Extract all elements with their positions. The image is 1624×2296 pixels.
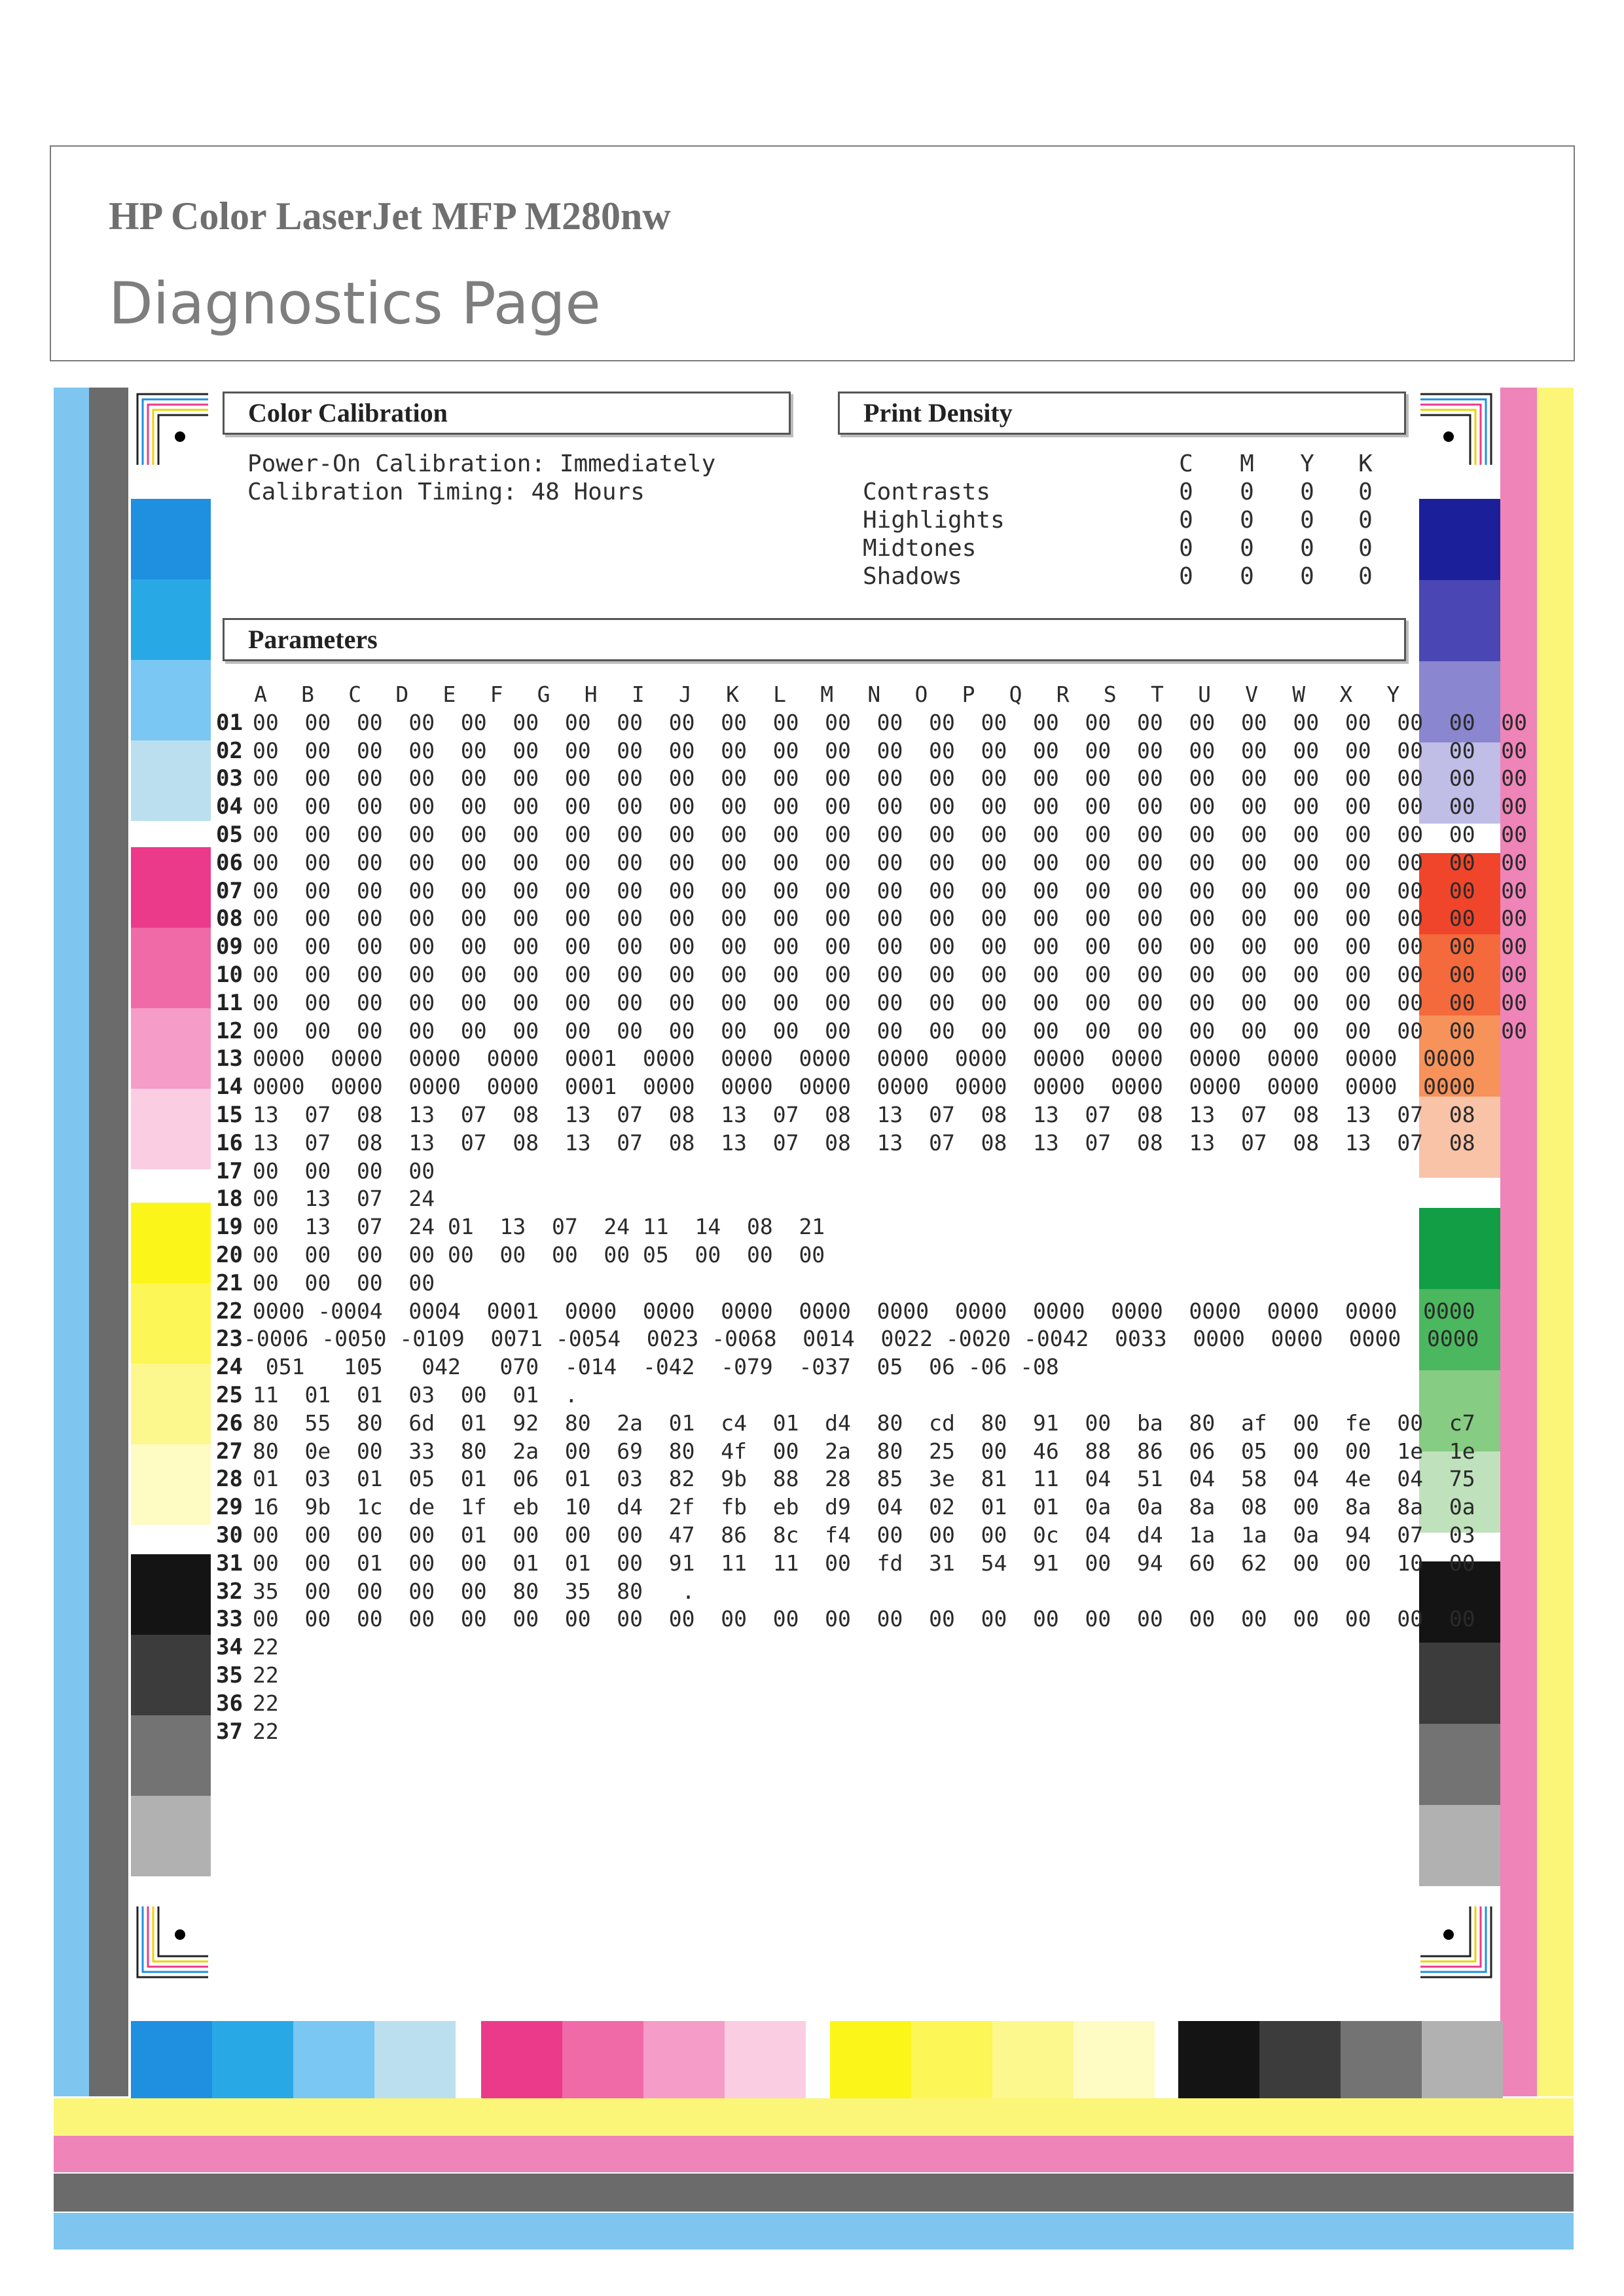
parameter-row-number: 35 — [216, 1662, 243, 1688]
parameter-row-number: 07 — [216, 877, 243, 904]
density-value: 0 — [1240, 535, 1254, 562]
parameter-row-values: 00 00 00 00 00 00 00 00 00 00 00 00 00 00 00 00 00 00 00 00 00 00 00 00 00 — [253, 1017, 1528, 1044]
parameter-row-number: 26 — [216, 1410, 243, 1436]
parameter-column-header: C — [348, 682, 362, 707]
parameter-row-number: 29 — [216, 1494, 243, 1521]
parameter-row-values: 22 — [253, 1662, 279, 1688]
parameter-row-number: 24 — [216, 1354, 243, 1381]
density-value: 0 — [1240, 479, 1254, 505]
parameter-row-number: 02 — [216, 737, 243, 764]
parameter-row-number: 27 — [216, 1438, 243, 1465]
bottom-swatch-black-3 — [1341, 2021, 1422, 2098]
parameter-row-number: 04 — [216, 793, 243, 820]
parameter-row-values: 80 55 80 6d 01 92 80 2a 01 c4 01 d4 80 cd 80 91 00 ba 80 af 00 fe 00 c7 — [253, 1410, 1475, 1436]
bottom-swatch-black-2 — [1259, 2021, 1341, 2098]
parameter-row-number: 21 — [216, 1269, 243, 1296]
parameter-row-values: 0000 0000 0000 0000 0001 0000 0000 0000 0000 0000 0000 0000 0000 0000 0000 0000 — [253, 1046, 1475, 1072]
parameter-row-values: 22 — [253, 1718, 279, 1744]
bottom-swatch-yellow-2 — [911, 2021, 992, 2098]
parameter-column-header: E — [442, 682, 456, 707]
parameter-column-header: Q — [1009, 682, 1022, 707]
frame-left-cyan — [54, 388, 89, 2096]
parameter-row-values: 00 00 00 00 00 00 00 00 05 00 00 00 — [253, 1242, 825, 1267]
parameter-column-header: U — [1198, 682, 1211, 707]
parameter-column-header: X — [1339, 682, 1353, 707]
parameter-row-number: 01 — [216, 709, 243, 736]
parameter-row-values: 00 00 00 00 00 00 00 00 00 00 00 00 00 00 00 00 00 00 00 00 00 00 00 00 00 — [253, 934, 1528, 960]
parameter-row-number: 25 — [216, 1382, 243, 1408]
parameter-row-values: 00 00 00 00 — [253, 1157, 435, 1184]
density-value: 0 — [1179, 507, 1193, 534]
parameter-column-header: P — [962, 682, 975, 707]
parameter-row-number: 03 — [216, 765, 243, 792]
density-value: 0 — [1179, 479, 1193, 505]
left-swatch-yellow-1 — [131, 1203, 211, 1283]
density-row-label: Highlights — [863, 507, 1005, 534]
parameter-row-number: 18 — [216, 1186, 243, 1212]
frame-bottom-magenta — [54, 2136, 1574, 2172]
parameter-row-values: 0000 -0004 0004 0001 0000 0000 0000 0000 0000 0000 0000 0000 0000 0000 0000 0000 — [253, 1298, 1475, 1324]
parameter-row-values: 00 00 00 00 00 00 00 00 00 00 00 00 00 00 00 00 00 00 00 00 00 00 00 00 00 — [253, 989, 1528, 1015]
left-swatch-black-1 — [131, 1554, 211, 1635]
parameter-column-header: K — [726, 682, 739, 707]
parameter-row-values: 00 00 00 00 00 00 00 00 00 00 00 00 00 00 00 00 00 00 00 00 00 00 00 00 00 — [253, 962, 1528, 987]
parameter-row-values: 00 00 00 00 00 00 00 00 00 00 00 00 00 00 00 00 00 00 00 00 00 00 00 00 00 — [253, 905, 1528, 932]
parameter-row-values: 00 00 00 00 00 00 00 00 00 00 00 00 00 00 00 00 00 00 00 00 00 00 00 00 — [253, 1606, 1475, 1632]
parameter-column-header: Y — [1386, 682, 1400, 707]
left-swatch-black-3 — [131, 1715, 211, 1796]
parameter-row-number: 09 — [216, 934, 243, 960]
parameter-row-number: 33 — [216, 1606, 243, 1633]
parameter-row-values: 00 00 00 00 00 00 00 00 00 00 00 00 00 00 00 00 00 00 00 00 00 00 00 00 00 — [253, 709, 1528, 735]
parameter-row-number: 20 — [216, 1242, 243, 1268]
parameter-row-number: 15 — [216, 1102, 243, 1128]
parameter-row-number: 34 — [216, 1634, 243, 1661]
density-value: 0 — [1179, 563, 1193, 590]
left-swatch-cyan-4 — [131, 740, 211, 821]
parameter-row-values: -0006 -0050 -0109 0071 -0054 0023 -0068 0014 0022 -0020 -0042 0033 0000 0000 0000 0000 — [244, 1326, 1479, 1352]
density-col-header: C — [1179, 450, 1193, 477]
parameter-column-header: M — [820, 682, 834, 707]
left-swatch-cyan-2 — [131, 579, 211, 660]
parameter-row-values: 13 07 08 13 07 08 13 07 08 13 07 08 13 07 08 13 07 08 13 07 08 13 07 08 — [253, 1129, 1475, 1156]
right-swatch-black-3 — [1419, 1724, 1500, 1805]
density-value: 0 — [1179, 535, 1193, 562]
parameter-row-values: 00 00 00 00 01 00 00 00 47 86 8c f4 00 00 00 0c 04 d4 1a 1a 0a 94 07 03 — [253, 1522, 1475, 1548]
parameter-row-number: 06 — [216, 849, 243, 876]
parameter-row-number: 32 — [216, 1578, 243, 1605]
parameter-row-values: 00 00 00 00 00 00 00 00 00 00 00 00 00 00 00 00 00 00 00 00 00 00 00 00 00 — [253, 793, 1528, 820]
parameter-row-number: 36 — [216, 1690, 243, 1717]
density-col-header: K — [1358, 450, 1373, 477]
parameter-row-number: 13 — [216, 1046, 243, 1072]
bottom-swatch-cyan-1 — [131, 2021, 212, 2098]
frame-right-yellow — [1537, 388, 1574, 2096]
parameter-row-values: 11 01 01 03 00 01 . — [253, 1382, 578, 1408]
density-col-header: Y — [1300, 450, 1314, 477]
bottom-swatch-magenta-2 — [562, 2021, 643, 2098]
parameter-column-header: H — [584, 682, 598, 707]
density-value: 0 — [1358, 507, 1373, 534]
parameter-row-values: 35 00 00 00 00 80 35 80 . — [253, 1578, 695, 1604]
left-swatch-yellow-3 — [131, 1364, 211, 1444]
parameter-column-header: I — [631, 682, 645, 707]
density-row-label: Shadows — [863, 563, 962, 590]
parameter-row-values: 00 00 00 00 00 00 00 00 00 00 00 00 00 00 00 00 00 00 00 00 00 00 00 00 00 — [253, 737, 1528, 763]
parameter-column-header: J — [678, 682, 692, 707]
left-swatch-magenta-3 — [131, 1008, 211, 1089]
bottom-swatch-magenta-1 — [481, 2021, 562, 2098]
parameter-row-number: 31 — [216, 1550, 243, 1576]
density-value: 0 — [1300, 507, 1314, 534]
parameter-column-header: D — [395, 682, 409, 707]
bottom-swatch-cyan-3 — [293, 2021, 374, 2098]
parameter-column-header: T — [1150, 682, 1164, 707]
power-on-calibration-line: Power-On Calibration: Immediately — [247, 450, 716, 477]
calibration-timing-line: Calibration Timing: 48 Hours — [247, 479, 645, 505]
parameter-row-number: 22 — [216, 1298, 243, 1324]
right-swatch-black-2 — [1419, 1643, 1500, 1724]
bottom-swatch-cyan-2 — [212, 2021, 293, 2098]
parameter-row-number: 37 — [216, 1718, 243, 1745]
parameter-column-header: B — [301, 682, 315, 707]
frame-left-gray — [89, 388, 128, 2096]
bottom-swatch-black-4 — [1422, 2021, 1503, 2098]
density-row-label: Midtones — [863, 535, 977, 562]
frame-bottom-gray — [54, 2174, 1574, 2212]
bottom-swatch-yellow-3 — [992, 2021, 1074, 2098]
parameter-row-number: 19 — [216, 1214, 243, 1241]
parameter-row-values: 00 00 00 00 00 00 00 00 00 00 00 00 00 00 00 00 00 00 00 00 00 00 00 00 00 — [253, 877, 1528, 903]
bottom-swatch-yellow-4 — [1074, 2021, 1155, 2098]
parameter-row-values: 00 00 00 00 — [253, 1269, 435, 1296]
left-swatch-black-2 — [131, 1635, 211, 1715]
parameter-row-values: 00 00 00 00 00 00 00 00 00 00 00 00 00 00 00 00 00 00 00 00 00 00 00 00 00 — [253, 765, 1528, 792]
parameter-row-values: 00 00 00 00 00 00 00 00 00 00 00 00 00 00 00 00 00 00 00 00 00 00 00 00 00 — [253, 822, 1528, 847]
density-value: 0 — [1300, 535, 1314, 562]
left-swatch-magenta-4 — [131, 1089, 211, 1169]
right-swatch-green-1 — [1419, 1208, 1500, 1289]
frame-bottom-cyan — [54, 2213, 1574, 2250]
frame-right-magenta — [1500, 388, 1537, 2096]
parameter-column-header: A — [254, 682, 267, 707]
page-title: Diagnostics Page — [109, 270, 601, 337]
parameter-row-values: 16 9b 1c de 1f eb 10 d4 2f fb eb d9 04 02 01 01 0a 0a 8a 08 00 8a 8a 0a — [253, 1494, 1475, 1520]
parameter-row-number: 12 — [216, 1017, 243, 1044]
printer-model-title: HP Color LaserJet MFP M280nw — [109, 194, 671, 238]
parameter-row-number: 30 — [216, 1522, 243, 1548]
registration-mark-bottom-right — [1419, 1905, 1498, 1984]
bottom-swatch-magenta-3 — [643, 2021, 725, 2098]
density-value: 0 — [1358, 479, 1373, 505]
print-density-title: Print Density — [863, 398, 1013, 428]
parameter-column-header: F — [490, 682, 503, 707]
right-swatch-blue-1 — [1419, 499, 1500, 580]
parameters-header — [223, 618, 1406, 661]
parameter-row-values: 22 — [253, 1690, 279, 1716]
parameter-row-values: 80 0e 00 33 80 2a 00 69 80 4f 00 2a 80 25 00 46 88 86 06 05 00 00 1e 1e — [253, 1438, 1475, 1464]
density-value: 0 — [1240, 563, 1254, 590]
right-swatch-blue-2 — [1419, 580, 1500, 661]
left-swatch-magenta-1 — [131, 847, 211, 928]
parameter-column-header: S — [1103, 682, 1117, 707]
parameter-row-values: 13 07 08 13 07 08 13 07 08 13 07 08 13 07 08 13 07 08 13 07 08 13 07 08 — [253, 1102, 1475, 1127]
density-col-header: M — [1240, 450, 1254, 477]
parameter-row-values: 0000 0000 0000 0000 0001 0000 0000 0000 0000 0000 0000 0000 0000 0000 0000 0000 — [253, 1074, 1475, 1100]
parameter-column-header: L — [773, 682, 787, 707]
left-swatch-cyan-3 — [131, 660, 211, 740]
left-swatch-yellow-4 — [131, 1444, 211, 1525]
parameter-column-header: N — [867, 682, 881, 707]
parameter-row-number: 05 — [216, 822, 243, 848]
parameter-column-header: G — [537, 682, 550, 707]
bottom-swatch-yellow-1 — [830, 2021, 911, 2098]
parameter-row-number: 11 — [216, 989, 243, 1016]
parameter-row-number: 10 — [216, 962, 243, 988]
bottom-swatch-cyan-4 — [374, 2021, 456, 2098]
registration-mark-top-left — [131, 388, 209, 466]
parameter-row-values: 00 13 07 24 01 13 07 24 11 14 08 21 — [253, 1214, 825, 1240]
parameter-column-header: O — [914, 682, 928, 707]
parameter-row-number: 16 — [216, 1129, 243, 1156]
print-density-header — [838, 392, 1406, 435]
parameter-row-number: 23 — [216, 1326, 243, 1353]
left-swatch-yellow-2 — [131, 1283, 211, 1364]
header-box — [50, 145, 1575, 361]
parameter-row-number: 28 — [216, 1466, 243, 1493]
parameter-row-number: 17 — [216, 1157, 243, 1184]
right-swatch-black-4 — [1419, 1805, 1500, 1886]
parameter-row-values: 051 105 042 070 -014 -042 -079 -037 05 06 -06 -08 — [253, 1354, 1059, 1380]
parameter-row-number: 14 — [216, 1074, 243, 1101]
parameter-row-values: 00 00 00 00 00 00 00 00 00 00 00 00 00 00 00 00 00 00 00 00 00 00 00 00 00 — [253, 849, 1528, 875]
left-swatch-cyan-1 — [131, 499, 211, 579]
parameter-column-header: W — [1292, 682, 1306, 707]
left-swatch-black-4 — [131, 1796, 211, 1876]
density-value: 0 — [1300, 563, 1314, 590]
density-value: 0 — [1300, 479, 1314, 505]
color-calibration-title: Color Calibration — [248, 398, 448, 428]
parameter-row-values: 00 00 01 00 00 01 01 00 91 11 11 00 fd 31 54 91 00 94 60 62 00 00 10 00 — [253, 1550, 1475, 1576]
parameter-row-values: 22 — [253, 1634, 279, 1660]
parameter-row-values: 01 03 01 05 01 06 01 03 82 9b 88 28 85 3e 81 11 04 51 04 58 04 4e 04 75 — [253, 1466, 1475, 1492]
registration-mark-bottom-left — [131, 1905, 209, 1984]
density-row-label: Contrasts — [863, 479, 991, 505]
bottom-swatch-black-1 — [1178, 2021, 1259, 2098]
parameter-row-values: 00 13 07 24 — [253, 1186, 435, 1212]
parameter-column-header: V — [1245, 682, 1259, 707]
left-swatch-magenta-2 — [131, 928, 211, 1008]
parameter-row-number: 08 — [216, 905, 243, 932]
parameter-column-header: R — [1056, 682, 1070, 707]
registration-mark-top-right — [1419, 388, 1498, 466]
color-calibration-header — [223, 392, 791, 435]
frame-bottom-yellow — [54, 2098, 1574, 2135]
density-value: 0 — [1240, 507, 1254, 534]
density-value: 0 — [1358, 563, 1373, 590]
parameters-title: Parameters — [248, 625, 378, 654]
bottom-swatch-magenta-4 — [725, 2021, 806, 2098]
density-value: 0 — [1358, 535, 1373, 562]
